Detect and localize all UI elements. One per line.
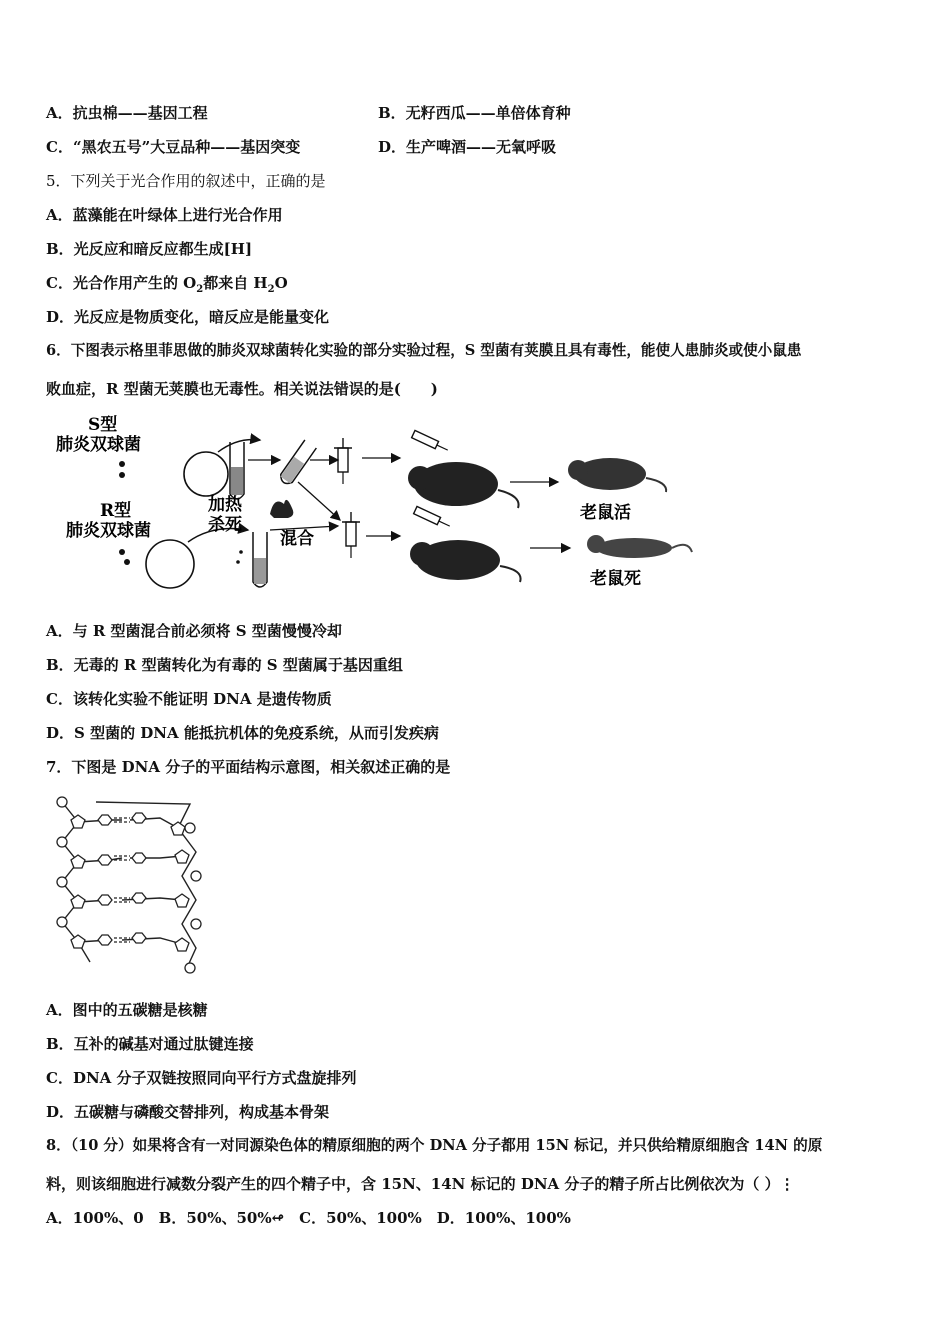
phosphate-circle: [191, 871, 201, 881]
fig-s-bacteria-label: 肺炎双球菌: [56, 435, 141, 455]
griffith-experiment-figure: [48, 412, 698, 602]
r-bacteria-dot: [239, 550, 243, 554]
q5-option-d: D．光反应是物质变化，暗反应是能量变化: [46, 308, 330, 326]
phosphate-circle: [57, 917, 67, 927]
r-bacteria-dot: [124, 559, 130, 565]
phosphate-circle: [185, 963, 195, 973]
deoxyribose-pentagon: [175, 894, 189, 907]
heated-tube: [278, 440, 316, 487]
q6-stem-line1: 6．下图表示格里菲思做的肺炎双球菌转化实验的部分实验过程，S 型菌有荚膜且具有毒性，能使人患肺炎或使小鼠患: [46, 342, 802, 359]
mouse-icon-dead: [587, 535, 692, 558]
base-hexagon: [132, 853, 146, 863]
phosphate-circle: [57, 877, 67, 887]
q4-option-d: D．生产啤酒——无氧呼吸: [378, 138, 557, 156]
q7-option-a: A．图中的五碳糖是核糖: [46, 1001, 208, 1019]
q4-option-a: A．抗虫棉——基因工程: [46, 104, 208, 122]
base-hexagon: [132, 933, 146, 943]
q5-c-sub1: 2: [196, 284, 204, 295]
q5-c-sub2: 2: [267, 284, 275, 295]
base-hexagon: [132, 813, 146, 823]
q5-option-c: [46, 273, 288, 300]
r-bacteria-dot: [119, 549, 125, 555]
injector-icon-bottom: [414, 506, 452, 529]
q6-option-a: A．与 R 型菌混合前必须将 S 型菌慢慢冷却: [46, 622, 342, 640]
fig-r-type-label: R型: [100, 501, 132, 521]
arrow-to-syringe-bottom: [298, 482, 340, 520]
q7-stem: 7．下图是 DNA 分子的平面结构示意图，相关叙述正确的是: [46, 758, 451, 776]
q7-option-d: D．五碳糖与磷酸交替排列，构成基本骨架: [46, 1103, 330, 1121]
deoxyribose-pentagon: [175, 938, 189, 951]
q4-option-c: C．“黑农五号”大豆品种——基因突变: [46, 138, 301, 156]
phosphate-circle: [191, 919, 201, 929]
q7-option-c: C．DNA 分子双链按照同向平行方式盘旋排列: [46, 1069, 357, 1087]
fig-s-type-label: S型: [88, 415, 118, 435]
base-hexagon: [132, 893, 146, 903]
syringe-icon-bottom: [342, 512, 360, 558]
q5-option-a: A．蓝藻能在叶绿体上进行光合作用: [46, 206, 283, 224]
q6-option-d: D．S 型菌的 DNA 能抵抗机体的免疫系统，从而引发疾病: [46, 724, 439, 742]
dna-base-pair: [78, 856, 182, 862]
q4-option-b: B．无籽西瓜——单倍体育种: [378, 104, 571, 122]
fig-dead-label: 老鼠死: [590, 569, 641, 589]
mouse-icon-injected-bottom: [410, 540, 521, 582]
deoxyribose-pentagon: [171, 822, 185, 835]
q5-c-pre: C．光合作用产生的 O: [46, 274, 197, 292]
base-hexagon: [98, 895, 112, 905]
dna-base-pair: [78, 818, 178, 828]
s-petri-dish: [184, 452, 228, 496]
r-culture-tube: [253, 532, 267, 587]
q6-option-c: C．该转化实验不能证明 DNA 是遗传物质: [46, 690, 332, 708]
s-bacteria-dot: [119, 472, 125, 478]
dna-structure-figure: [50, 794, 210, 976]
fig-alive-label: 老鼠活: [580, 503, 631, 523]
phosphate-circle: [185, 823, 195, 833]
q8-stem-line2: 料，则该细胞进行减数分裂产生的四个精子中，含 15N、14N 标记的 DNA 分子的精子所占比例依次为（ ）⋮: [46, 1175, 795, 1193]
q5-option-b: B．光反应和暗反应都生成[H]: [46, 240, 253, 258]
base-hexagon: [98, 855, 112, 865]
base-hexagon: [98, 935, 112, 945]
s-culture-tube: [230, 442, 244, 499]
r-petri-dish: [146, 540, 194, 588]
q8-options: A．100%、0 B．50%、50%↫ C．50%、100% D．100%、100%: [46, 1209, 571, 1227]
phosphate-circle: [57, 837, 67, 847]
q6-stem-line2: 败血症，R 型菌无荚膜也无毒性。相关说法错误的是( ): [46, 380, 438, 398]
deoxyribose-pentagon: [175, 850, 189, 863]
arrow-s-to-tube: [218, 440, 260, 453]
fig-mix-label: 混合: [280, 529, 314, 549]
mouse-icon-injected-top: [408, 462, 519, 508]
base-hexagon: [98, 815, 112, 825]
q5-c-post: O: [274, 274, 288, 292]
fig-heat-label: 加热: [208, 495, 242, 515]
q5-c-mid: 都来自 H: [203, 274, 268, 292]
injector-icon-top: [412, 430, 450, 453]
q8-stem-line1: 8．（10 分）如果将含有一对同源染色体的精原细胞的两个 DNA 分子都用 15N 标记，并只供给精原细胞含 14N 的原: [46, 1137, 823, 1154]
flame-icon: [270, 500, 293, 518]
dna-base-pair: [78, 938, 182, 944]
s-bacteria-dot: [119, 461, 125, 467]
syringe-icon-top: [334, 438, 352, 484]
fig-r-bacteria-label: 肺炎双球菌: [66, 521, 151, 541]
q6-option-b: B．无毒的 R 型菌转化为有毒的 S 型菌属于基因重组: [46, 656, 403, 674]
r-bacteria-dot: [236, 560, 240, 564]
fig-kill-label: 杀死: [208, 515, 242, 535]
q5-stem: 5．下列关于光合作用的叙述中，正确的是: [46, 172, 326, 190]
mouse-icon-alive: [568, 458, 666, 492]
phosphate-circle: [57, 797, 67, 807]
q7-option-b: B．互补的碱基对通过肽键连接: [46, 1035, 254, 1053]
